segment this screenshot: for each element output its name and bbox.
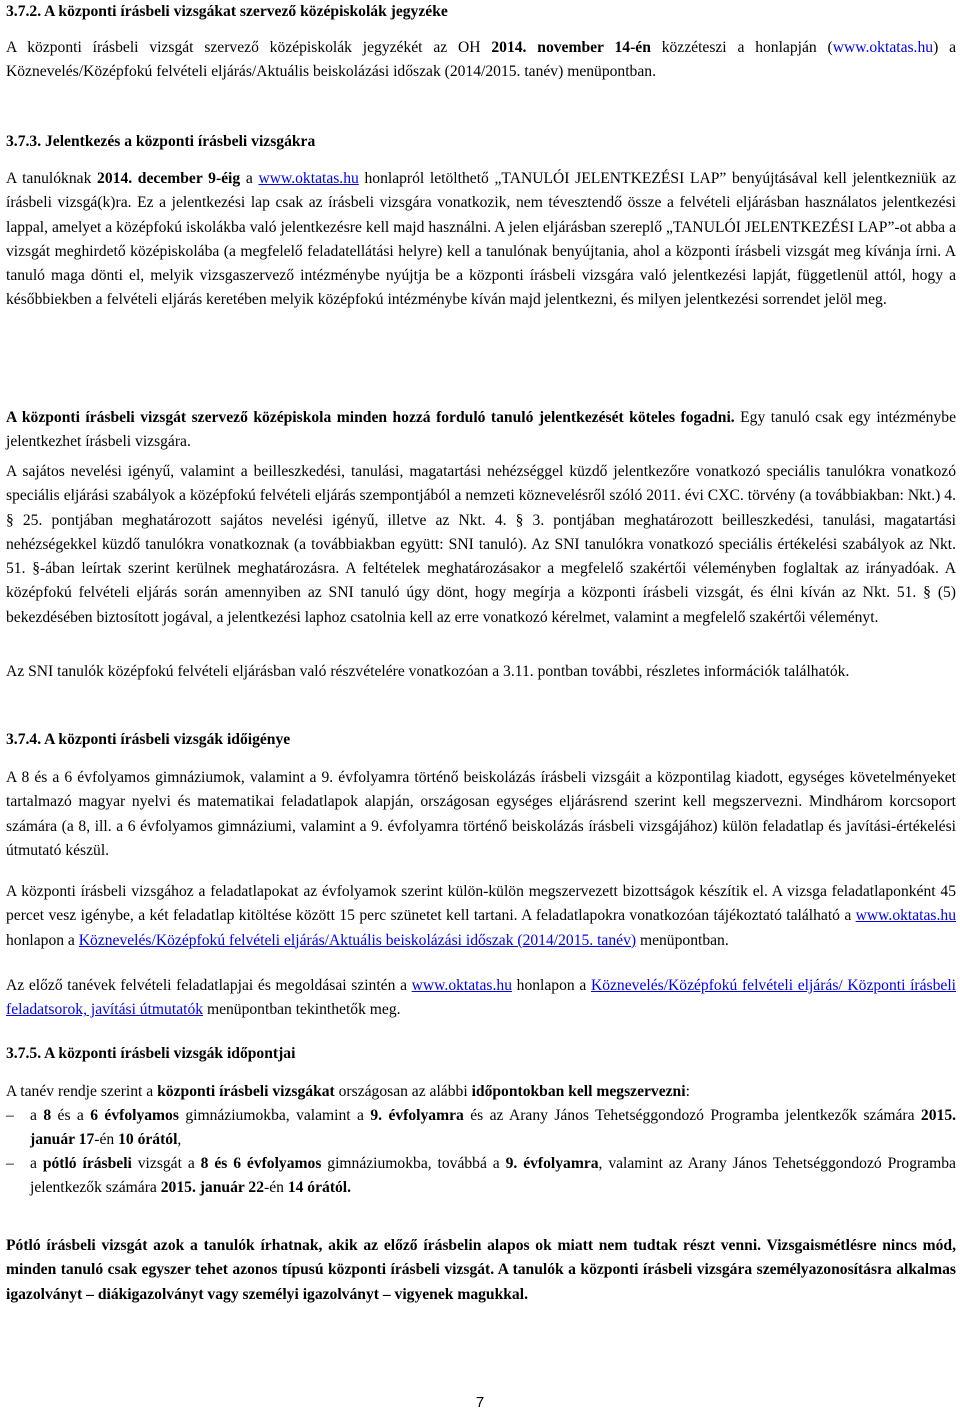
paragraph-375-final: Pótló írásbeli vizsgát azok a tanulók írhatnak, akik az előző írásbelin alapos ok miatt nem tudtak részt venni. Vizsgaismétlésre nincs mód, minden tanuló csak egyszer tehet azonos típusú központi írásbeli vizsgát. A tanulók a központi írásbeli vizsgára személyazonosításra alkalmas igazolványt – diákigazolványt vagy személyi igazolványt – vigyenek magukkal. (6, 1237, 956, 1303)
paragraph-374-2: A központi írásbeli vizsgához a feladatlapokat az évfolyamok szerint külön-külön megszervezett bizottságok készítik el. A vizsga feladatlaponként 45 percet vesz igénybe, a két feladatlap kitöltése között 15 perc szünetet kell tartani. A feladatlapokra vonatkozóan tájékoztató található a www.oktatas.hu honlapon a Köznevelés/Középfokú felvételi eljárás/Aktuális beiskolázási időszak (2014/2015. tanév) menüpontban. (6, 883, 956, 949)
paragraph-372: A központi írásbeli vizsgát szervező középiskolák jegyzékét az OH 2014. november 14-én közzéteszi a honlapján (www.oktatas.hu) a Köznevelés/Középfokú felvételi eljárás/Aktuális beiskolázási időszak (2014/2015. tanév) menüpontban. (6, 39, 956, 81)
kozneveles-feladatsorok-link[interactable]: Köznevelés/Középfokú felvételi eljárás/ Központi írásbeli feladatsorok, javítási útmutatók (6, 977, 956, 1019)
paragraph-375-intro: A tanév rendje szerint a központi írásbeli vizsgákat országosan az alábbi időpontokban kell megszervezni: (6, 1083, 690, 1100)
paragraph-373-2: A központi írásbeli vizsgát szervező középiskola minden hozzá forduló tanuló jelentkezését köteles fogadni. Egy tanuló csak egy intézménybe jelentkezhet írásbeli vizsgára. (6, 409, 956, 451)
section-heading-373: 3.7.3. Jelentkezés a központi írásbeli vizsgákra (6, 133, 316, 150)
page-number: 7 (475, 1394, 485, 1411)
oktatas-link[interactable]: www.oktatas.hu (855, 907, 956, 925)
list-item: – a pótló írásbeli vizsgát a 8 és 6 évfolyamos gimnáziumokba, továbbá a 9. évfolyamra, valamint az Arany János Tehetséggondozó Programba jelentkezők számára 2015. január 22-én 14 órától. (6, 1152, 956, 1201)
paragraph-373-1: A tanulóknak 2014. december 9-éig a www.oktatas.hu honlapról letölthető „TANULÓI JELENTKEZÉSI LAP” benyújtásával kell jelentkezniük az írásbeli vizsgá(k)ra. Ez a jelentkezési lap csak az írásbeli vizsgára vonatkozik, nem tévesztendő össze a felvételi eljárásban használatos jelentkezési lappal, amelyet a középfokú iskolákba való jelentkezésre kell majd használni. A jelen eljárásban szereplő „TANULÓI JELENTKEZÉSI LAP”-ot abba a vizsgát meghirdető középiskolába (a megfelelő feladatellátási helyre) kell a tanulónak benyújtania, ahol a központi írásbeli vizsgát meg kívánja írni. A tanuló maga dönti el, melyik vizsgaszervező intézménybe nyújtja be a központi írásbeli vizsgára való jelentkezési lapját, függetlenül attól, hogy a későbbiekben a felvételi eljárás keretében melyik középfokú intézménybe kíván majd jelentkezni, és milyen jelentkezési sorrendet jelöl meg. (6, 170, 956, 309)
kozneveles-aktualis-link[interactable]: Köznevelés/Középfokú felvételi eljárás/Aktuális beiskolázási időszak (2014/2015. tanév) (78, 931, 637, 949)
section-heading-372: 3.7.2. A központi írásbeli vizsgákat szervező középiskolák jegyzéke (6, 3, 448, 20)
list-item: – a 8 és a 6 évfolyamos gimnáziumokba, valamint a 9. évfolyamra és az Arany János Tehetséggondozó Programba jelentkezők számára 2015. január 17-én 10 órától, (6, 1104, 956, 1153)
dash-bullet: – (6, 1107, 14, 1124)
oktatas-link[interactable]: www.oktatas.hu (832, 39, 934, 56)
paragraph-374-3: Az előző tanévek felvételi feladatlapjai és megoldásai szintén a www.oktatas.hu honlapon a Köznevelés/Középfokú felvételi eljárás/ Központi írásbeli feladatsorok, javítási útmutatók menüpontban tekinthetők meg. (6, 977, 956, 1019)
oktatas-link[interactable]: www.oktatas.hu (258, 170, 359, 187)
section-heading-375: 3.7.5. A központi írásbeli vizsgák időpontjai (6, 1045, 296, 1062)
oktatas-link[interactable]: www.oktatas.hu (411, 977, 512, 994)
paragraph-373-4: Az SNI tanulók középfokú felvételi eljárásban való részvételére vonatkozóan a 3.11. pontban további, részletes információk találhatók. (6, 663, 850, 680)
paragraph-373-3: A sajátos nevelési igényű, valamint a beilleszkedési, tanulási, magatartási nehézséggel küzdő jelentkezőre vonatkozó speciális tanulókra vonatkozó speciális eljárási szabályok a középfokú felvételi eljárás szempontjából a nemzeti köznevelésről szóló 2011. évi CXC. törvény (a továbbiakban: Nkt.) 4. § 25. pontjában meghatározott sajátos nevelési igényű, illetve az Nkt. 4. § 3. pontjában meghatározott beilleszkedési, tanulási, magatartási nehézségekkel küzdő tanulókra vonatkoznak (a továbbiakban együtt: SNI tanuló). Az SNI tanulókra vonatkozó speciális értékelési szabályok az Nkt. 51. §-ában leírtak szerint kerülnek meghatározásra. A feltételek meghatározásakor a megfelelő szakértői véleményben foglaltak az irányadóak. A középfokú felvételi eljárás során amennyiben az SNI tanuló úgy dönt, hogy megírja a központi írásbeli vizsgát, és élni kíván az Nkt. 51. § (5) bekezdésében biztosított jogával, a jelentkezési laphoz csatolnia kell az erre vonatkozó kérelmet, valamint a megfelelő szakértői véleményt. (6, 463, 956, 626)
paragraph-374-1: A 8 és a 6 évfolyamos gimnáziumok, valamint a 9. évfolyamra történő beiskolázás írásbeli vizsgáit a központilag kiadott, egységes követelményeket tartalmazó magyar nyelvi és matematikai feladatlapok alapján, országosan egységes eljárásrend szerint kell megszervezni. Mindhárom korcsoport számára (a 8, ill. a 6 évfolyamos gimnáziumi, valamint a 9. évfolyamra történő beiskolázás írásbeli vizsgájához) külön feladatlap és javítási-értékelési útmutató készül. (6, 769, 956, 859)
dash-bullet: – (6, 1155, 14, 1172)
section-heading-374: 3.7.4. A központi írásbeli vizsgák időigénye (6, 731, 291, 748)
